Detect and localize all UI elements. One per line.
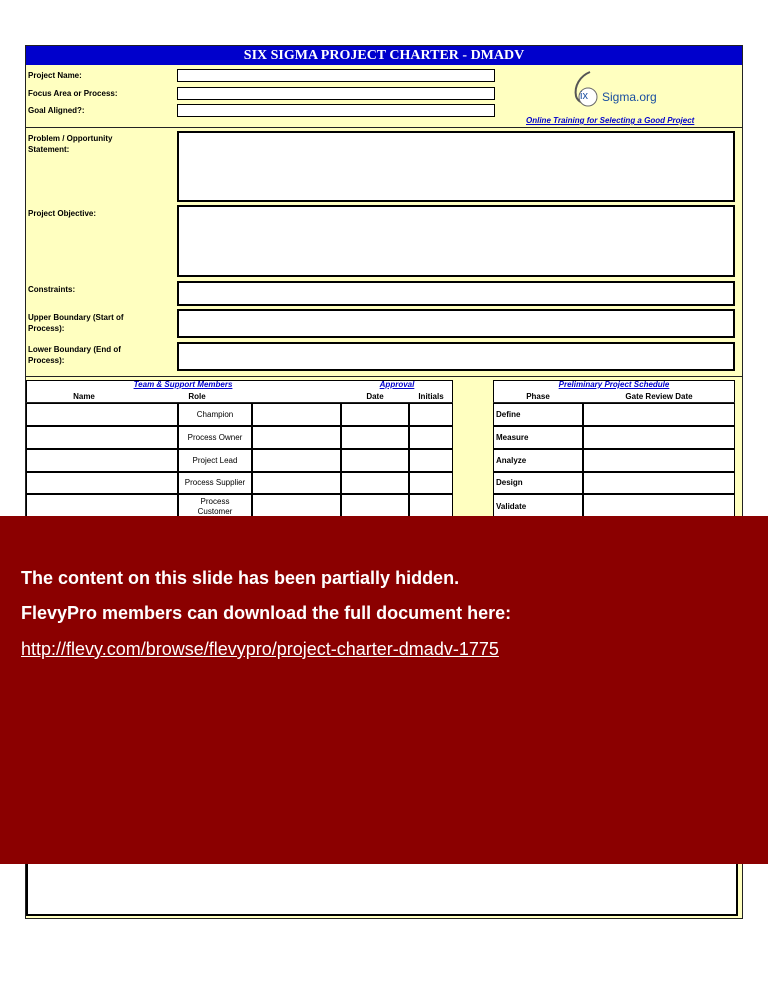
schedule-header: Preliminary Project Schedule (558, 380, 670, 389)
gate-date-cell[interactable] (583, 472, 735, 494)
goal-aligned-label: Goal Aligned?: (28, 106, 85, 115)
hidden-content-overlay (0, 516, 768, 864)
overlay-download-message: FlevyPro members can download the full document here: (21, 603, 512, 623)
constraints-label: Constraints: (28, 285, 76, 294)
problem-input[interactable] (177, 131, 735, 202)
training-link[interactable]: Online Training for Selecting a Good Project (526, 116, 695, 125)
name-col-header: Name (73, 392, 95, 401)
role-cell: Process Customer (178, 494, 252, 520)
approval-date-cell[interactable] (341, 403, 409, 426)
approval-initials-cell[interactable] (409, 472, 453, 494)
approval-date-cell[interactable] (341, 472, 409, 494)
upper-boundary-input[interactable] (177, 309, 735, 338)
gate-date-cell[interactable] (583, 403, 735, 426)
constraints-input[interactable] (177, 281, 735, 306)
team-name-cell[interactable] (26, 403, 178, 426)
upper-boundary-label: Upper Boundary (Start of Process): (28, 313, 124, 333)
logo-text: Sigma.org (602, 90, 657, 104)
logo-prefix: ix (580, 90, 588, 102)
lower-boundary-input[interactable] (177, 342, 735, 371)
project-name-label: Project Name: (28, 71, 82, 80)
goal-aligned-input[interactable] (177, 104, 495, 117)
approval-initials-cell[interactable] (409, 449, 453, 472)
approval-date-cell[interactable] (341, 449, 409, 472)
gate-date-cell[interactable] (583, 449, 735, 472)
divider (26, 376, 742, 377)
objective-input[interactable] (177, 205, 735, 277)
phase-col-header: Phase (526, 392, 550, 401)
gate-date-cell[interactable] (583, 426, 735, 449)
overlay-message: The content on this slide has been partially hidden. (21, 568, 460, 588)
role-cell: Champion (178, 403, 252, 426)
date-col-header: Date (366, 392, 384, 401)
approval-initials-cell[interactable] (409, 403, 453, 426)
team-header: Team & Support Members (133, 380, 233, 389)
approval-initials-cell[interactable] (409, 426, 453, 449)
role-cell: Process Supplier (178, 472, 252, 494)
project-name-input[interactable] (177, 69, 495, 82)
problem-label: Problem / Opportunity Statement: (28, 134, 113, 154)
charter-title: SIX SIGMA PROJECT CHARTER - DMADV (26, 46, 742, 65)
notes-box[interactable] (26, 864, 738, 916)
initials-col-header: Initials (418, 392, 444, 401)
phase-cell: Analyze (493, 449, 583, 472)
overlay-download-link[interactable]: http://flevy.com/browse/flevypro/project-charter-dmadv-1775 (21, 639, 499, 659)
approval-header: Approval (379, 380, 415, 389)
focus-area-label: Focus Area or Process: (28, 89, 118, 98)
phase-cell: Validate (493, 494, 583, 520)
divider (26, 127, 742, 128)
team-name-cell[interactable] (26, 426, 178, 449)
team-name-cell[interactable] (26, 449, 178, 472)
phase-cell: Define (493, 403, 583, 426)
focus-area-input[interactable] (177, 87, 495, 100)
role-cell: Project Lead (178, 449, 252, 472)
objective-label: Project Objective: (28, 209, 97, 218)
approval-date-cell[interactable] (341, 426, 409, 449)
team-name-cell[interactable] (26, 472, 178, 494)
role-col-header: Role (188, 392, 206, 401)
six-sigma-logo (568, 68, 678, 110)
lower-boundary-label: Lower Boundary (End of Process): (28, 345, 121, 365)
role-cell: Process Owner (178, 426, 252, 449)
gate-col-header: Gate Review Date (625, 392, 693, 401)
phase-cell: Design (493, 472, 583, 494)
phase-cell: Measure (493, 426, 583, 449)
